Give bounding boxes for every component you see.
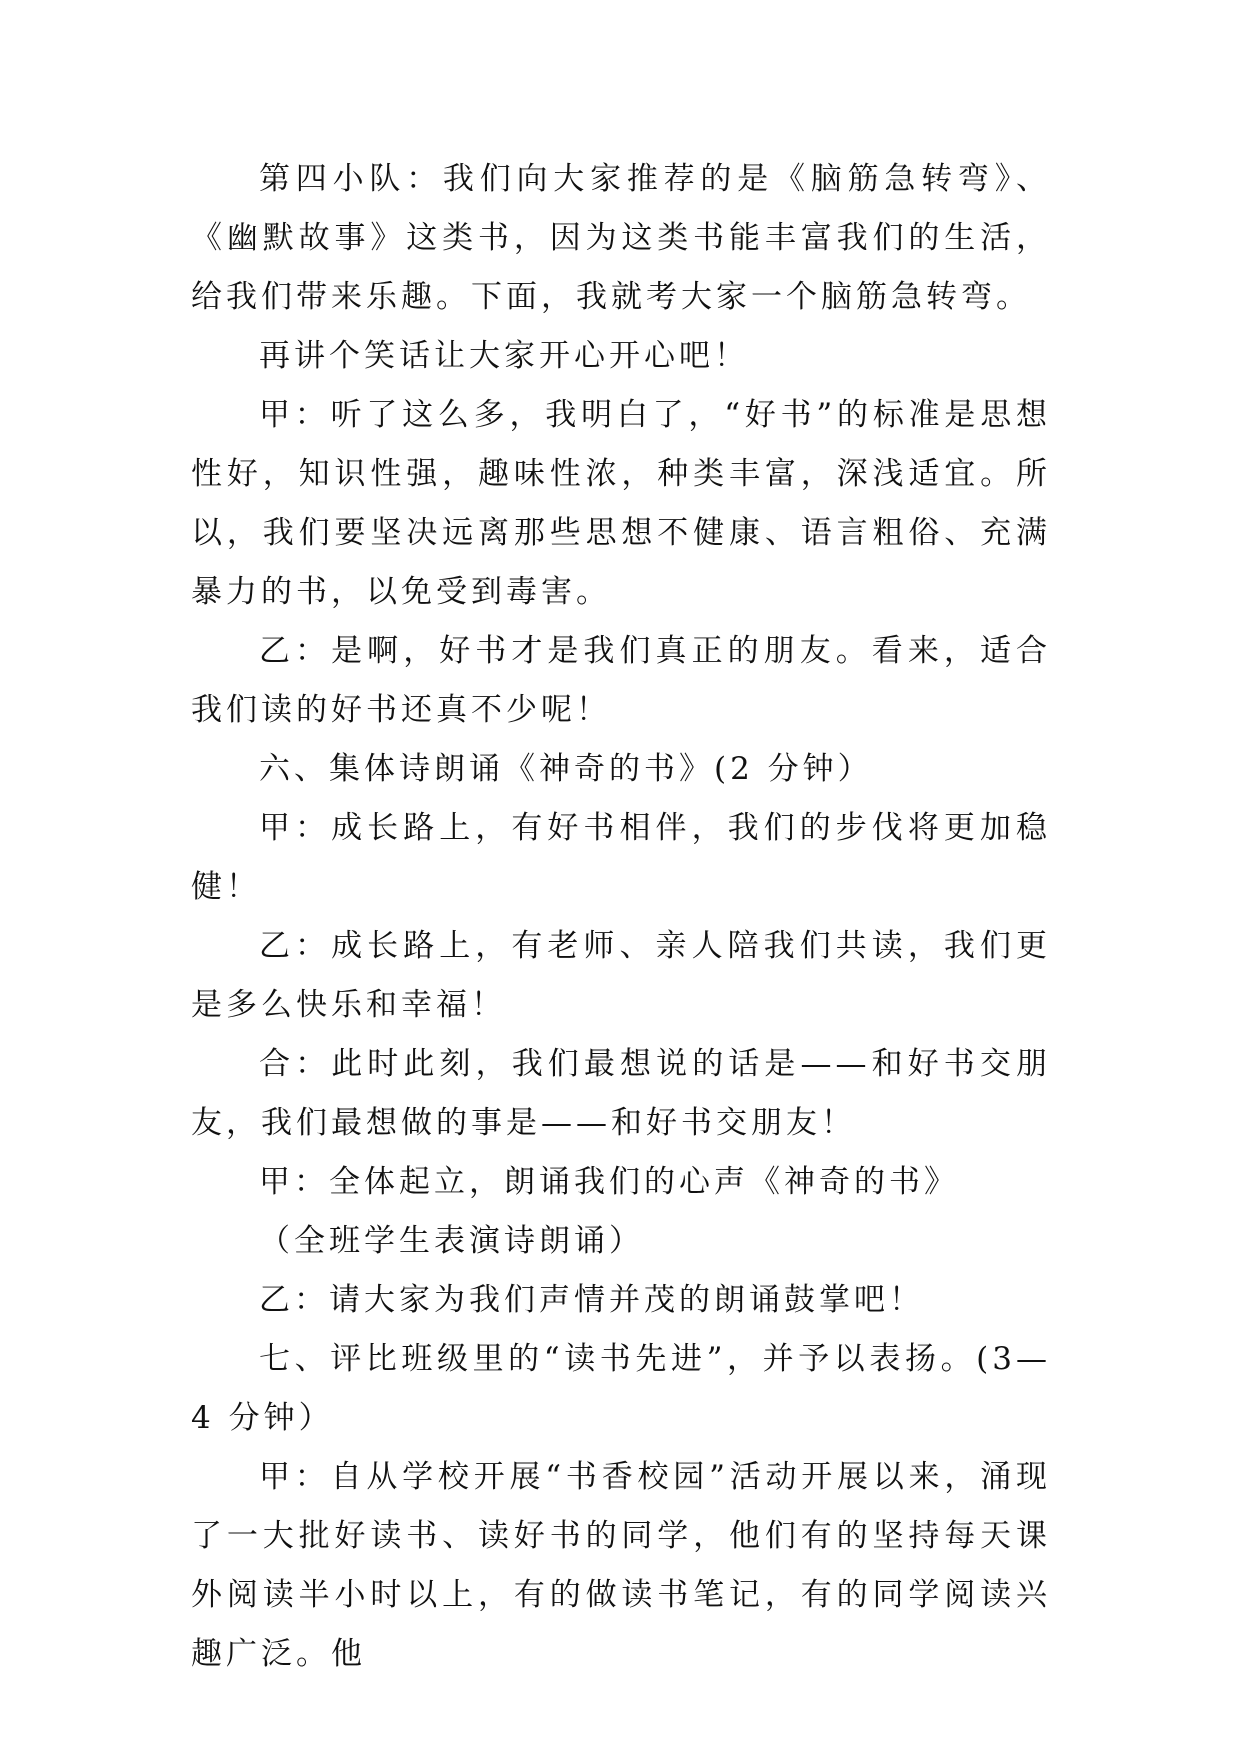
section-heading-six: 六、集体诗朗诵《神奇的书》(2 分钟） <box>259 751 873 787</box>
paragraph-class-performance: （全班学生表演诗朗诵） <box>259 1223 644 1259</box>
document-page <box>191 150 1051 1684</box>
paragraph-reading-campus: 甲：自从学校开展“书香校园”活动开展以来，涌现了一大批好读书、读好书的同学，他们有的坚持每天课外阅读半小时以上，有的做读书笔记，有的同学阅读兴趣广泛。他 <box>191 1459 1051 1672</box>
section-heading-seven: 七、评比班级里的“读书先进”，并予以表扬。(3—4 分钟） <box>191 1341 1051 1436</box>
paragraph-joke: 再讲个笑话让大家开心开心吧！ <box>259 338 749 374</box>
paragraph-growth-road-jia: 甲：成长路上，有好书相伴，我们的步伐将更加稳健！ <box>191 810 1051 905</box>
paragraph-growth-road-yi: 乙：成长路上，有老师、亲人陪我们共读，我们更是多么快乐和幸福！ <box>191 928 1051 1023</box>
paragraph-team-four-recommendation: 第四小队：我们向大家推荐的是《脑筋急转弯》、《幽默故事》这类书，因为这类书能丰富我们的生活，给我们带来乐趣。下面，我就考大家一个脑筋急转弯。 <box>191 161 1051 315</box>
paragraph-good-book-standard: 甲：听了这么多，我明白了，“好书”的标准是思想性好，知识性强，趣味性浓，种类丰富，深浅适宜。所以，我们要坚决远离那些思想不健康、语言粗俗、充满暴力的书，以免受到毒害。 <box>191 397 1051 610</box>
paragraph-applause: 乙：请大家为我们声情并茂的朗诵鼓掌吧！ <box>259 1282 924 1318</box>
paragraph-together: 合：此时此刻，我们最想说的话是——和好书交朋友，我们最想做的事是——和好书交朋友！ <box>191 1046 1051 1141</box>
paragraph-good-books-friends: 乙：是啊，好书才是我们真正的朋友。看来，适合我们读的好书还真不少呢！ <box>191 633 1051 728</box>
paragraph-stand-up-recite: 甲：全体起立，朗诵我们的心声《神奇的书》 <box>259 1164 959 1200</box>
